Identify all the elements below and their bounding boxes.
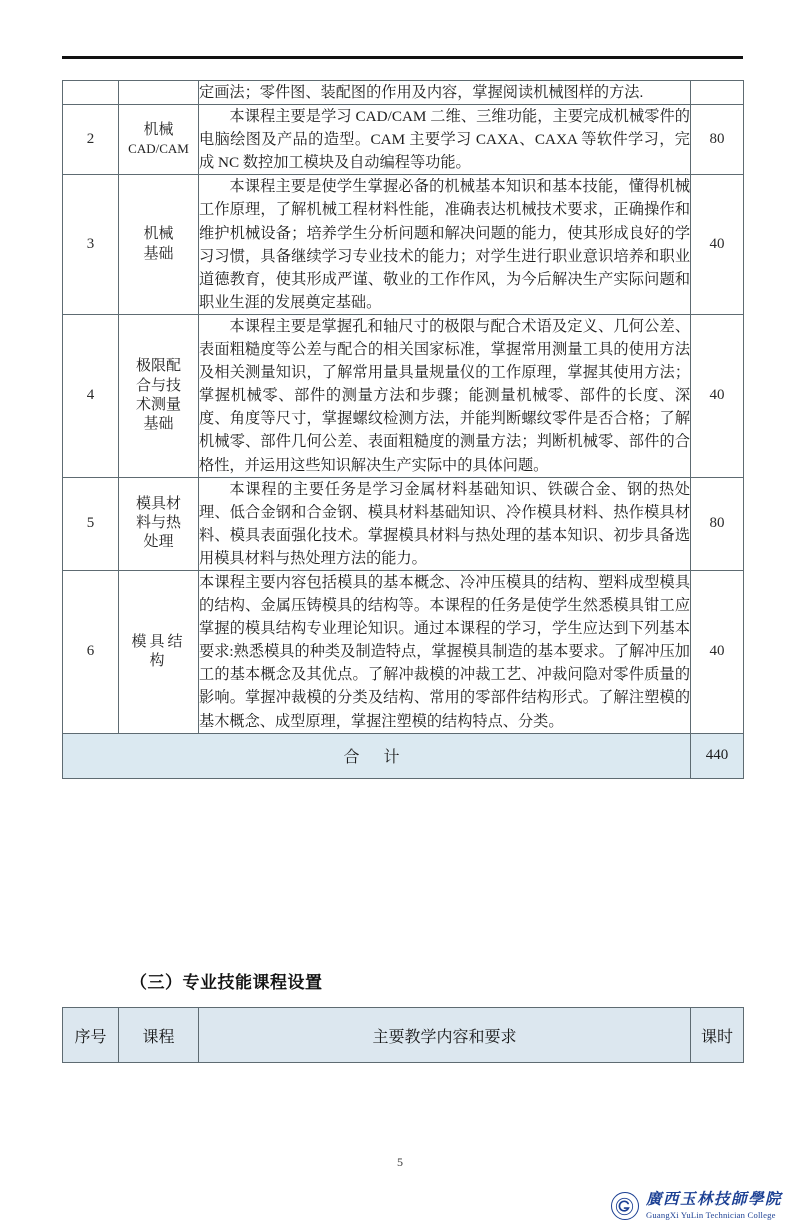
course-hours-cell: 40 bbox=[691, 175, 744, 315]
course-desc-cell bbox=[199, 105, 691, 175]
skills-table bbox=[62, 1007, 744, 1063]
row-number-cell: 2 bbox=[63, 105, 119, 175]
column-header-content: 主要教学内容和要求 bbox=[199, 1008, 691, 1063]
table-row bbox=[63, 175, 744, 315]
desc-paragraph: 本课程主要内容包括模具的基本概念、冷冲压模具的结构、塑料成型模具的结构、金属压铸模具的结构等。本课程的任务是使学生然悉模具钳工应掌握的模具结构专业理论知识。通过本课程的学习，学生应达到下列基本要求:熟悉模具的种类及制造特点，掌握模具制造的基本要求。了解冲压加工的基本概念及其优点。了解冲裁模的冲裁工艺、冲裁问隐对零件质量的影响。掌握冲裁模的分类及结构、常用的零部件结构形式。了解注塑模的基木概念、成型原理，掌握注塑模的结构特点、分类。 bbox=[199, 573, 690, 730]
table-row bbox=[63, 81, 744, 105]
table-row bbox=[63, 570, 744, 733]
desc-paragraph: 本课程主要是使学生掌握必备的机械基本知识和基本技能，懂得机械工作原理，了解机械工程材料性能，准确表达机械技术要求，正确操作和维护机械设备；培养学生分析问题和解决问题的能力，使其形成良好的学习习惯，具备继续学习专业技术的能力；对学生进行职业意识培养和职业道德教育，使其形成严谨、敬业的工作作风，为今后解决生产实际问题和职业生涯的发展奠定基础。 bbox=[199, 178, 690, 311]
row-number-cell bbox=[63, 81, 119, 105]
course-name-line: 处理 bbox=[143, 534, 174, 551]
course-name-line: 模具结 bbox=[131, 633, 186, 650]
course-name-line: 模具材 bbox=[135, 496, 181, 512]
table-row bbox=[63, 105, 744, 175]
row-number-cell: 3 bbox=[63, 175, 119, 315]
course-name-line: 基础 bbox=[143, 245, 174, 262]
footer-logo bbox=[611, 1192, 782, 1220]
course-desc-cell bbox=[199, 477, 691, 570]
course-name-line: 机械 bbox=[143, 226, 174, 243]
course-hours-cell: 80 bbox=[691, 105, 744, 175]
course-name-line: 基础 bbox=[143, 415, 174, 432]
table-row bbox=[63, 314, 744, 477]
desc-paragraph: 定画法；零件图、装配图的作用及内容，掌握阅读机械图样的方法. bbox=[199, 84, 644, 101]
courses-table bbox=[62, 80, 744, 779]
course-hours-cell: 80 bbox=[691, 477, 744, 570]
desc-paragraph: 本课程主要是掌握孔和轴尺寸的极限与配合术语及定义、几何公差、表面粗糙度等公差与配合的相关国家标准，掌握常用测量工具的使用方法及相关测量知识，了解常用量具量规量仪的工作原理，掌握其使用方法；掌握机械零、部件的测量方法和步骤；能测量机械零、部件的长度、深度、角度等尺寸，掌握螺纹检测方法，并能判断螺纹零件是否合格；了解机械零、部件几何公差、表面粗糙度的测量方法；判断机械零、部件的合格性，并运用这些知识解决生产实际中的具体问题。 bbox=[199, 317, 690, 474]
course-name-line: 构 bbox=[149, 652, 168, 669]
course-name-cell bbox=[119, 105, 199, 175]
total-hours: 440 bbox=[691, 733, 744, 778]
course-desc-cell bbox=[199, 570, 691, 733]
course-name-cell bbox=[119, 570, 199, 733]
section-heading: （三）专业技能课程设置 bbox=[130, 973, 323, 992]
course-hours-cell: 40 bbox=[691, 570, 744, 733]
college-name-block bbox=[646, 1192, 782, 1219]
course-name-line: CAD/CAM bbox=[128, 140, 189, 156]
course-name-line: 合与技 bbox=[135, 377, 181, 394]
column-header-course: 课程 bbox=[119, 1008, 199, 1063]
course-desc-cell bbox=[199, 175, 691, 315]
course-desc-cell bbox=[199, 81, 691, 105]
header-rule bbox=[62, 56, 743, 59]
page-number: 5 bbox=[397, 1155, 403, 1169]
course-name-line: 料与热 bbox=[135, 515, 181, 532]
course-name-line: 术测量 bbox=[135, 396, 181, 413]
course-name-line: 机械 bbox=[143, 121, 174, 138]
row-number-cell: 5 bbox=[63, 477, 119, 570]
row-number-cell: 6 bbox=[63, 570, 119, 733]
total-label: 合 计 bbox=[63, 733, 691, 778]
course-name-line: 极限配 bbox=[135, 358, 181, 375]
table-header-row bbox=[63, 1008, 744, 1063]
course-name-cell bbox=[119, 314, 199, 477]
desc-paragraph: 本课程的主要任务是学习金属材料基础知识、铁碳合金、钢的热处理、低合金钢和合金钢、模具材料基础知识、冷作模具材料、热作模具材料、模具表面强化技术。掌握模具材料与热处理的基本知识、初步具备选用模具材料与热处理方法的能力。 bbox=[199, 480, 690, 567]
course-desc-cell bbox=[199, 314, 691, 477]
column-header-no: 序号 bbox=[63, 1008, 119, 1063]
college-emblem-icon bbox=[611, 1192, 639, 1220]
course-name-cell bbox=[119, 477, 199, 570]
row-number-cell: 4 bbox=[63, 314, 119, 477]
column-header-hours: 课时 bbox=[691, 1008, 744, 1063]
total-row bbox=[63, 733, 744, 778]
course-hours-cell: 40 bbox=[691, 314, 744, 477]
course-name-cell bbox=[119, 81, 199, 105]
college-name-en: GuangXi YuLin Technician College bbox=[645, 1209, 776, 1220]
course-hours-cell bbox=[691, 81, 744, 105]
college-name-cn: 廣西玉林技師學院 bbox=[645, 1191, 782, 1209]
course-name-cell bbox=[119, 175, 199, 315]
table-row bbox=[63, 477, 744, 570]
desc-paragraph: 本课程主要是学习 CAD/CAM 二维、三维功能，主要完成机械零件的电脑绘图及产品的造型。CAM 主要学习 CAXA、CAXA 等软件学习，完成 NC 数控加工模块及自动编程等功能。 bbox=[199, 108, 690, 172]
